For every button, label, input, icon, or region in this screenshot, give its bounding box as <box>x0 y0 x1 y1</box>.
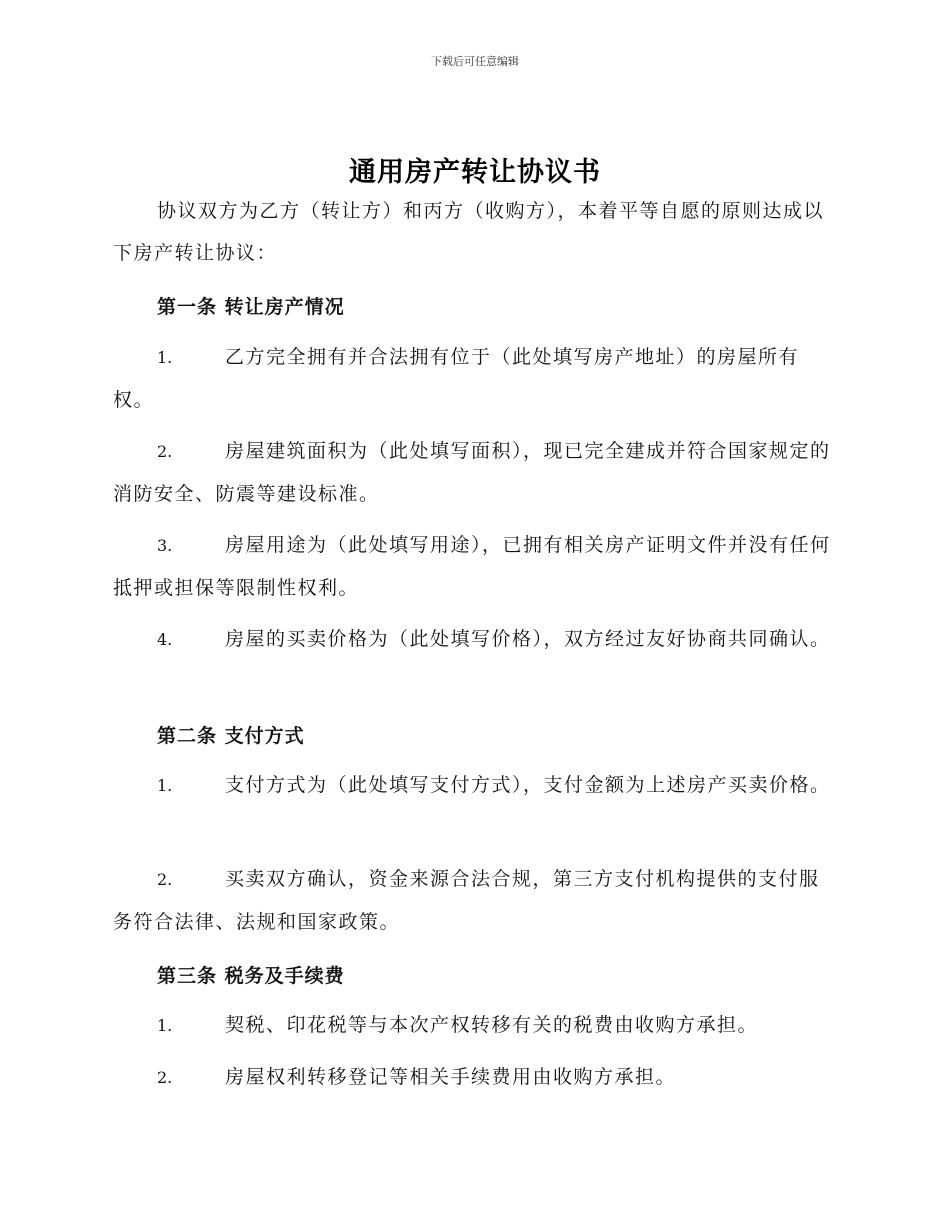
section1-item-2 <box>113 430 833 515</box>
item-text: 房屋权利转移登记等相关手续费用由收购方承担。 <box>225 1066 677 1088</box>
section1-item-3 <box>113 524 833 609</box>
document-title: 通用房产转让协议书 <box>349 157 601 188</box>
item-number: 1. <box>157 1016 173 1035</box>
item-text: 买卖双方确认，资金来源合法合规，第三方支付机构提供的支付服务符合法律、法规和国家政策。 <box>113 868 820 933</box>
item-number: 1. <box>157 348 173 367</box>
item-text: 房屋的买卖价格为（此处填写价格），双方经过友好协商共同确认。 <box>225 628 831 650</box>
item-text: 房屋用途为（此处填写用途），已拥有相关房产证明文件并没有任何抵押或担保等限制性权利。 <box>113 534 831 599</box>
section1-item-1 <box>113 336 833 421</box>
section-heading-3: 第三条 税务及手续费 <box>157 965 345 987</box>
item-number: 3. <box>157 536 173 555</box>
section-heading-1: 第一条 转让房产情况 <box>157 296 345 318</box>
section2-item-2 <box>113 858 833 943</box>
intro-paragraph: 协议双方为乙方（转让方）和丙方（收购方），本着平等自愿的原则达成以下房产转让协议： <box>113 200 825 264</box>
item-number: 1. <box>157 776 173 795</box>
item-number: 4. <box>157 630 173 649</box>
item-number: 2. <box>157 1068 173 1087</box>
section2-item-1 <box>113 764 833 807</box>
section3-item-1 <box>113 1004 833 1047</box>
item-text: 契税、印花税等与本次产权转移有关的税费由收购方承担。 <box>225 1014 759 1036</box>
item-text: 支付方式为（此处填写支付方式），支付金额为上述房产买卖价格。 <box>225 774 831 796</box>
header-note: 下载后可任意编辑 <box>431 55 519 68</box>
section-heading-2: 第二条 支付方式 <box>157 725 305 747</box>
item-text: 房屋建筑面积为（此处填写面积），现已完全建成并符合国家规定的消防安全、防震等建设标准。 <box>113 440 831 505</box>
item-number: 2. <box>157 442 173 461</box>
item-number: 2. <box>157 870 173 889</box>
section3-item-2 <box>113 1056 833 1099</box>
item-text: 乙方完全拥有并合法拥有位于（此处填写房产地址）的房屋所有权。 <box>113 346 800 411</box>
section1-item-4 <box>113 618 833 661</box>
